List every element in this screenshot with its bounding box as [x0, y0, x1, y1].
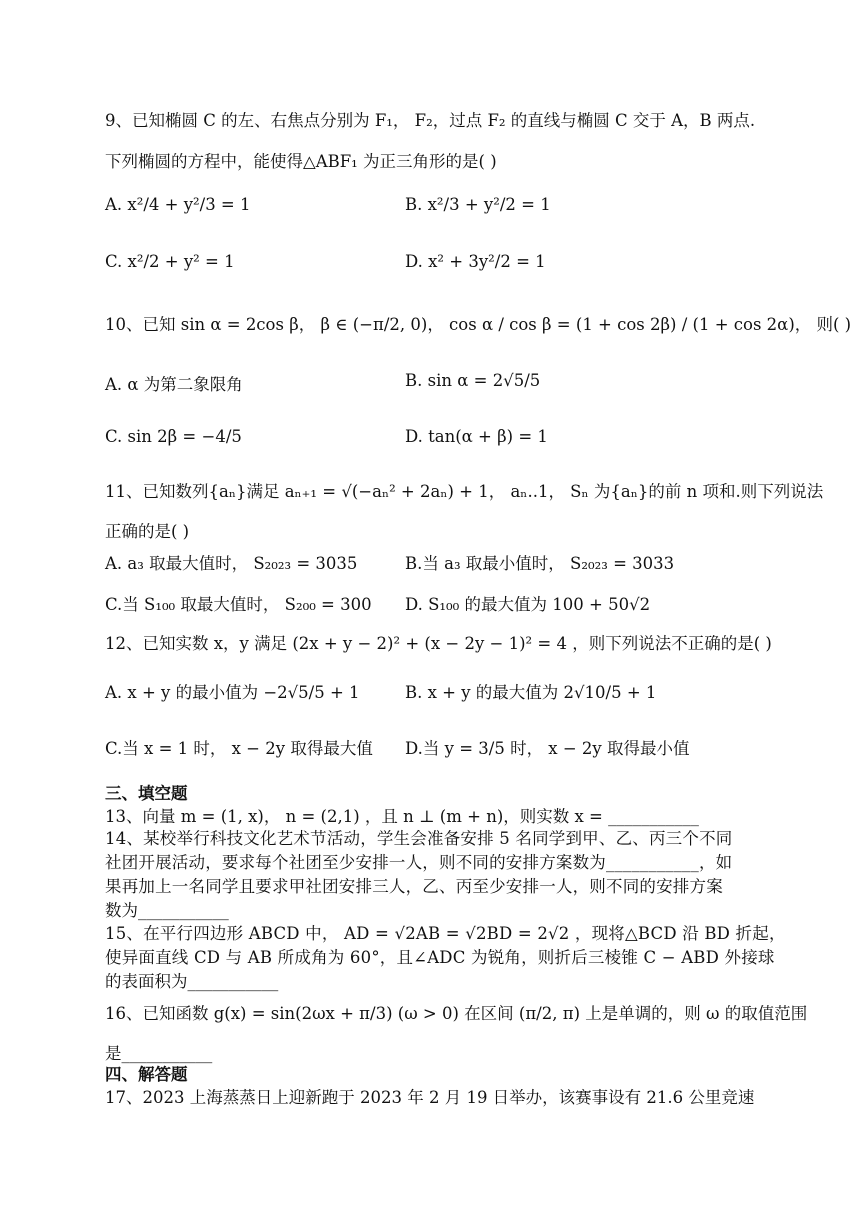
q11-option-d: D. S₁₀₀ 的最大值为 100 + 50√2	[405, 595, 651, 614]
q9-option-c: C. x²/2 + y² = 1	[105, 252, 235, 271]
q9-option-b: B. x²/3 + y²/2 = 1	[405, 195, 551, 214]
q9-line2: 下列椭圆的方程中，能使得△ABF₁ 为正三角形的是( )	[105, 152, 497, 171]
q11-line1: 11、已知数列{aₙ}满足 aₙ₊₁ = √(−aₙ² + 2aₙ) + 1， aₙ..1， Sₙ 为{aₙ}的前 n 项和.则下列说法	[105, 482, 824, 501]
q12-option-a: A. x + y 的最小值为 −2√5/5 + 1	[105, 683, 360, 702]
q9-option-a: A. x²/4 + y²/3 = 1	[105, 195, 251, 214]
q12-stem: 12、已知实数 x，y 满足 (2x + y − 2)² + (x − 2y − 1)² = 4 ，则下列说法不正确的是( )	[105, 634, 772, 653]
q14-line3: 果再加上一名同学且要求甲社团安排三人，乙、丙至少安排一人，则不同的安排方案	[105, 877, 723, 896]
q9-line1: 9、已知椭圆 C 的左、右焦点分别为 F₁， F₂，过点 F₂ 的直线与椭圆 C 交于 A，B 两点.	[105, 111, 756, 130]
section-fill-in-blank-heading: 三、填空题	[105, 784, 188, 803]
q10-option-a: A. α 为第二象限角	[105, 375, 243, 394]
q14-line1: 14、某校举行科技文化艺术节活动，学生会准备安排 5 名同学到甲、乙、丙三个不同	[105, 829, 733, 848]
q12-option-c: C.当 x = 1 时， x − 2y 取得最大值	[105, 739, 373, 758]
q15-line2: 使异面直线 CD 与 AB 所成角为 60°，且∠ADC 为锐角，则折后三棱锥 C − ABD 外接球	[105, 948, 775, 967]
q10-option-c: C. sin 2β = −4/5	[105, 427, 242, 446]
q12-option-d: D.当 y = 3/5 时， x − 2y 取得最小值	[405, 739, 690, 758]
section-solution-heading: 四、解答题	[105, 1065, 188, 1084]
q16-line1: 16、已知函数 g(x) = sin(2ωx + π/3) (ω > 0) 在区间 (π/2, π) 上是单调的，则 ω 的取值范围	[105, 1004, 808, 1023]
q11-option-a: A. a₃ 取最大值时， S₂₀₂₃ = 3035	[105, 554, 358, 573]
q10-option-d: D. tan(α + β) = 1	[405, 427, 548, 446]
q15-line1: 15、在平行四边形 ABCD 中， AD = √2AB = √2BD = 2√2 ，现将△BCD 沿 BD 折起，	[105, 924, 786, 943]
q11-option-b: B.当 a₃ 取最小值时， S₂₀₂₃ = 3033	[405, 554, 675, 573]
q11-option-c: C.当 S₁₀₀ 取最大值时， S₂₀₀ = 300	[105, 595, 372, 614]
q10-stem: 10、已知 sin α = 2cos β， β ∈ (−π/2, 0)， cos α / cos β = (1 + cos 2β) / (1 + cos 2α)， 则( )	[105, 315, 852, 334]
q14-line2: 社团开展活动，要求每个社团至少安排一人，则不同的安排方案数为___________，如	[105, 853, 733, 872]
q17-stem: 17、2023 上海蒸蒸日上迎新跑于 2023 年 2 月 19 日举办，该赛事设有 21.6 公里竞速	[105, 1088, 755, 1107]
q16-line2: 是___________	[105, 1044, 213, 1063]
q10-option-b: B. sin α = 2√5/5	[405, 371, 541, 390]
q12-option-b: B. x + y 的最大值为 2√10/5 + 1	[405, 683, 657, 702]
q11-line2: 正确的是( )	[105, 522, 190, 541]
q9-option-d: D. x² + 3y²/2 = 1	[405, 252, 546, 271]
q14-line4: 数为___________	[105, 901, 229, 920]
q13-stem: 13、向量 m = (1, x)， n = (2,1) ，且 n ⊥ (m + n)，则实数 x = ___________	[105, 807, 699, 826]
q15-line3: 的表面积为___________	[105, 972, 279, 991]
